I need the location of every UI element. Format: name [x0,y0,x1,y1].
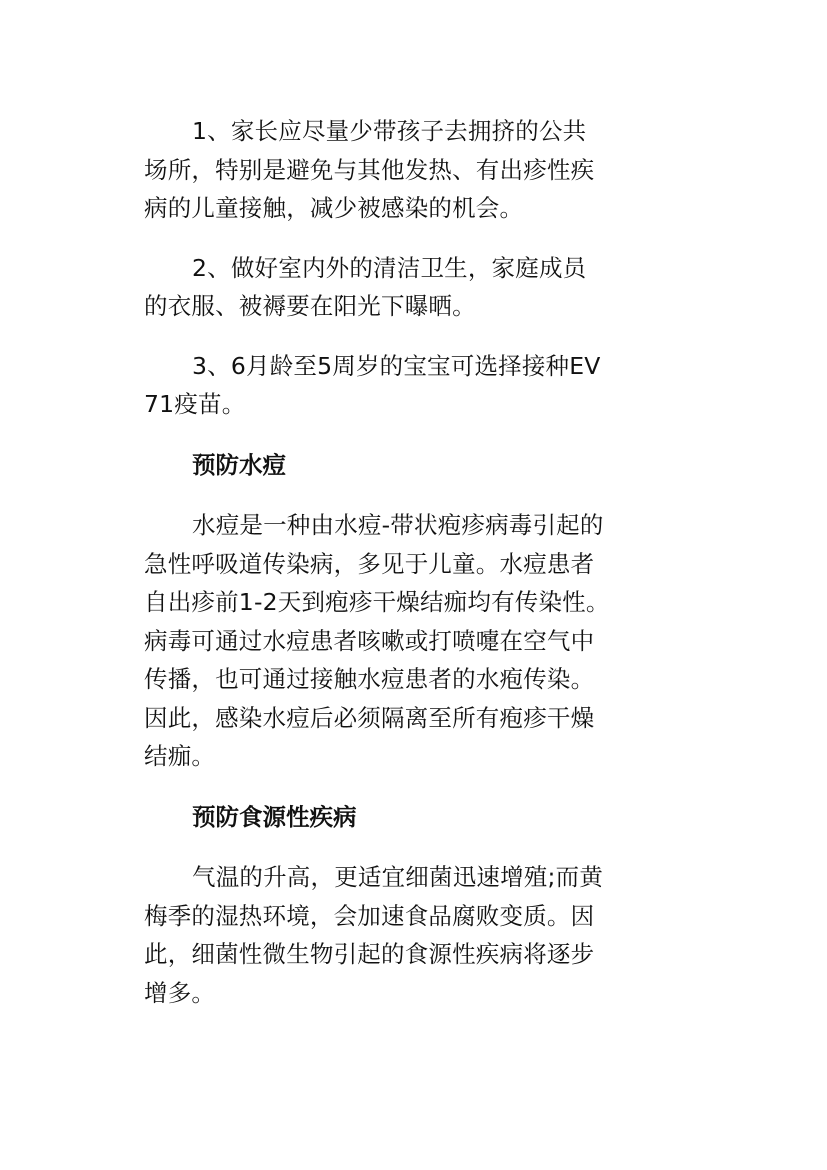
section-heading-chickenpox: 预防水痘 [192,450,286,479]
paragraph-foodborne: 气温的升高，更适宜细菌迅速增殖;而黄梅季的湿热环境，会加速食品腐败变质。因此，细菌性微生物引起的食源性疾病将逐步增多。 [144,863,604,1007]
paragraph-chickenpox: 水痘是一种由水痘-带状疱疹病毒引起的急性呼吸道传染病，多见于儿童。水痘患者自出疹前1-2天到疱疹干燥结痂均有传染性。病毒可通过水痘患者咳嗽或打喷嚏在空气中传播，也可通过接触水痘患者的水疱传染。因此，感染水痘后必须隔离至所有疱疹干燥结痂。 [144,511,610,770]
section-heading-foodborne: 预防食源性疾病 [192,802,357,831]
paragraph-item-1: 1、家长应尽量少带孩子去拥挤的公共场所，特别是避免与其他发热、有出疹性疾病的儿童接触，减少被感染的机会。 [144,117,595,222]
paragraph-item-2: 2、做好室内外的清洁卫生，家庭成员的衣服、被褥要在阳光下曝晒。 [144,253,587,320]
paragraph-item-3: 3、6月龄至5周岁的宝宝可选择接种EV71疫苗。 [144,351,601,418]
document-page [144,112,610,1012]
